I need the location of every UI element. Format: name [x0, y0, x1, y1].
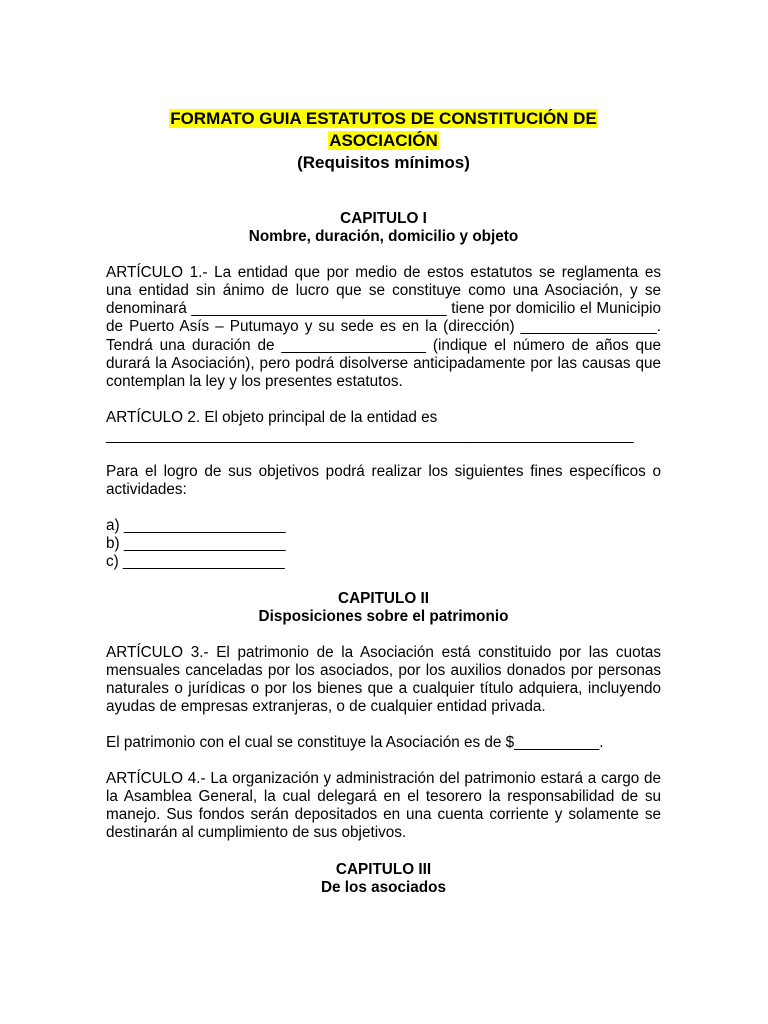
- title-line-2: ASOCIACIÓN: [329, 131, 438, 150]
- spacer: [106, 572, 661, 590]
- fin-item-a: a) ___________________: [106, 517, 286, 535]
- article-2-line-2: ______________________________________________________________: [106, 426, 634, 444]
- fines-intro: Para el logro de sus objetivos podrá realizar los siguientes fines específicos o actividades:: [106, 463, 661, 499]
- document-subtitle: (Requisitos mínimos): [297, 153, 470, 172]
- chapter-1-heading: CAPITULO I: [340, 210, 427, 227]
- article-2-line-1: ARTÍCULO 2. El objeto principal de la entidad es: [106, 408, 438, 426]
- spacer: [106, 391, 661, 409]
- chapter-3-heading: CAPITULO III: [335, 860, 432, 878]
- fin-item-b: b) ___________________: [106, 535, 286, 553]
- article-1: ARTÍCULO 1.- La entidad que por medio de estos estatutos se reglamenta es una entidad sin ánimo de lucro que se constituye como una Asociación, y se denominará ______________________________ tiene por domicilio el Municipio de Puerto Asís – Putumayo y su sede es en la (dirección) ________________. Tendrá una duración de _________________ (indique el número de años que durará la Asociación), pero podrá disolverse anticipadamente por las causas que contemplan la ley y los presentes estatutos.: [106, 264, 661, 390]
- chapter-2-heading: CAPITULO II: [338, 589, 429, 607]
- spacer: [106, 246, 661, 264]
- patrimonio-line: El patrimonio con el cual se constituye la Asociación es de $__________.: [106, 734, 604, 752]
- chapter-3-subheading: De los asociados: [321, 878, 446, 896]
- spacer: [106, 174, 661, 210]
- spacer: [106, 499, 661, 517]
- article-4: ARTÍCULO 4.- La organización y administración del patrimonio estará a cargo de la Asamblea General, la cual delegará en el tesorero la responsabilidad de su manejo. Sus fondos serán depositados en una cuenta corriente y solamente se destinarán al cumplimiento de sus objetivos.: [106, 770, 661, 842]
- spacer: [106, 716, 661, 734]
- spacer: [106, 445, 661, 463]
- title-line-1: FORMATO GUIA ESTATUTOS DE CONSTITUCIÓN DE: [170, 109, 597, 128]
- chapter-1-subheading: Nombre, duración, domicilio y objeto: [248, 228, 519, 246]
- fin-item-c: c) ___________________: [106, 553, 285, 571]
- spacer: [106, 626, 661, 644]
- chapter-2-subheading: Disposiciones sobre el patrimonio: [258, 607, 509, 625]
- spacer: [106, 752, 661, 770]
- article-3: ARTÍCULO 3.- El patrimonio de la Asociación está constituido por las cuotas mensuales canceladas por los asociados, por los auxilios donados por personas naturales o jurídicas o por los bienes que a cualquier título adquiera, incluyendo ayudas de empresas extranjeras, o de cualquier entidad privada.: [106, 643, 661, 715]
- spacer: [106, 843, 661, 861]
- document-title: [106, 108, 661, 152]
